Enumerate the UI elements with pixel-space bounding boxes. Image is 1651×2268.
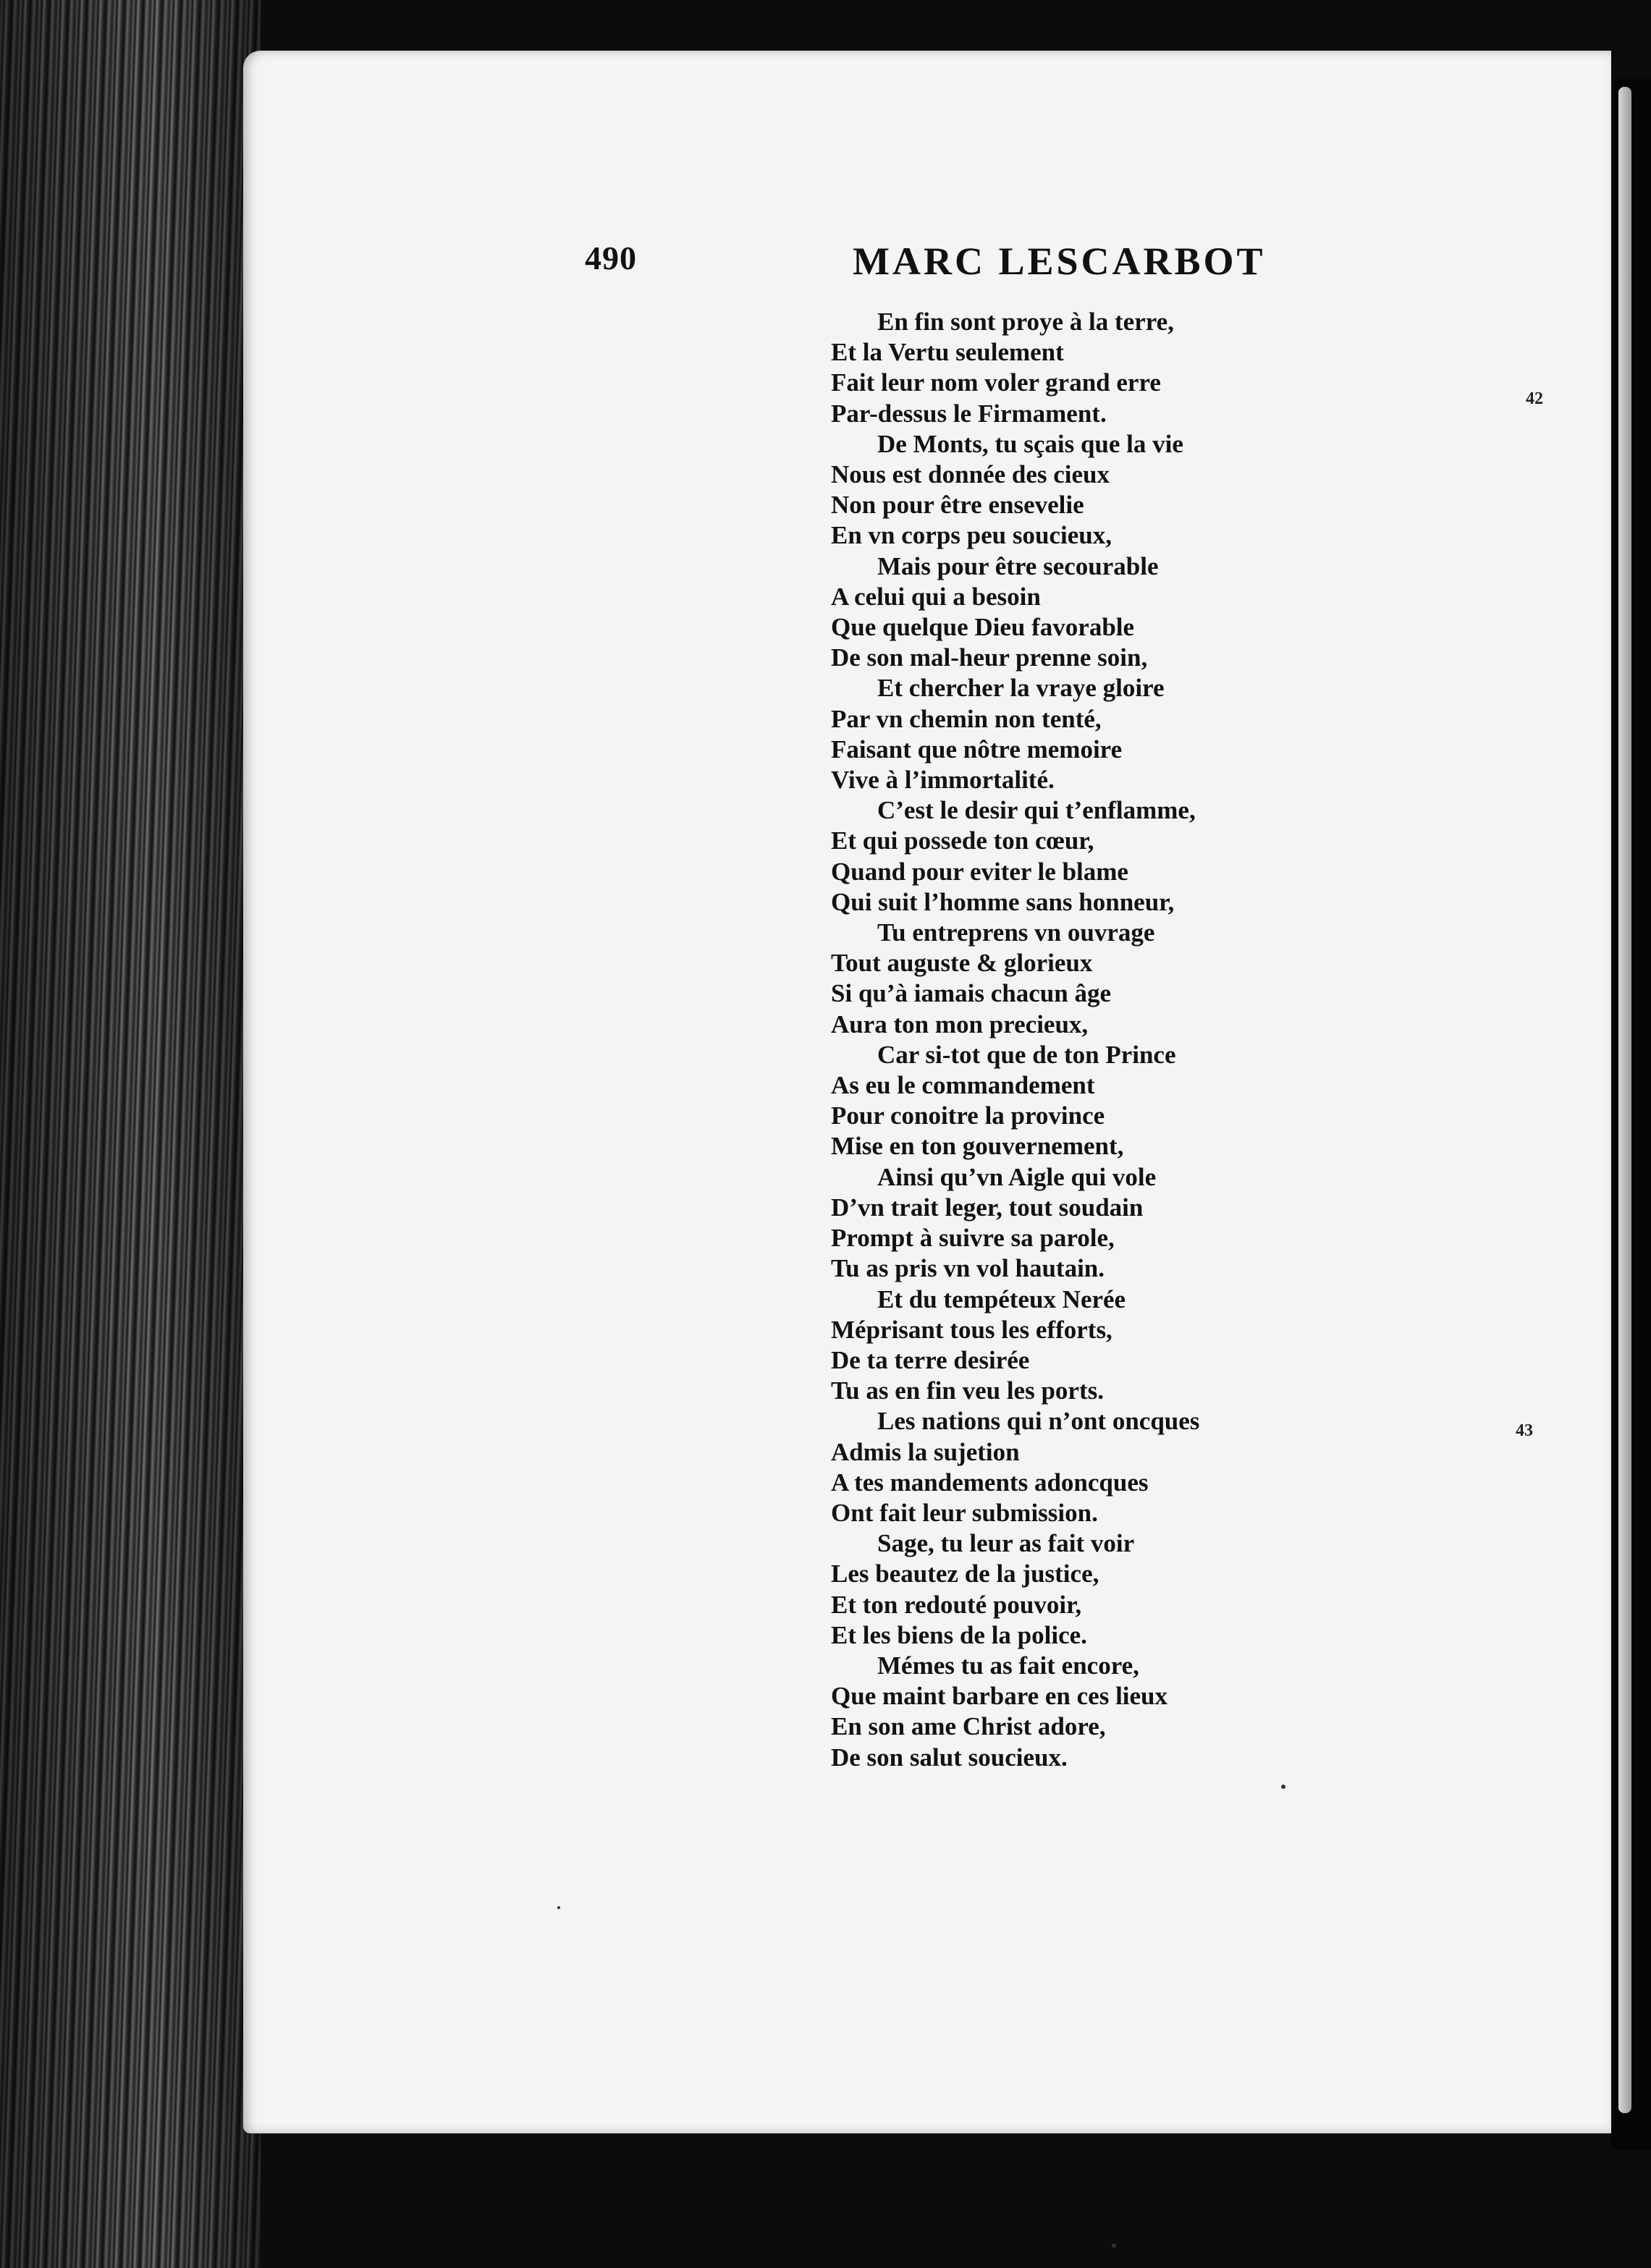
poem-line: Nous est donnée des cieux <box>831 460 1110 489</box>
poem-line: Fait leur nom voler grand erre <box>831 368 1161 397</box>
margin-line-number: 42 <box>1526 389 1543 408</box>
poem-line: Et la Vertu seulement <box>831 338 1064 367</box>
margin-line-number: 43 <box>1516 1421 1533 1440</box>
poem-line: Tu as pris vn vol hautain. <box>831 1254 1105 1283</box>
poem-line: Vive à l’immortalité. <box>831 766 1055 795</box>
poem-line: Méprisant tous les efforts, <box>831 1315 1112 1344</box>
poem-line: Si qu’à iamais chacun âge <box>831 979 1111 1008</box>
poem-line: D’vn trait leger, tout soudain <box>831 1193 1144 1222</box>
poem-line: Non pour être ensevelie <box>831 491 1084 520</box>
poem-line: Par vn chemin non tenté, <box>831 704 1102 733</box>
poem-line: Tu entreprens vn ouvrage <box>877 918 1155 947</box>
poem-line: Faisant que nôtre memoire <box>831 735 1123 763</box>
next-page-edge <box>1618 87 1631 2113</box>
poem-line: Et chercher la vraye gloire <box>877 674 1165 703</box>
poem-line: Par-dessus le Firmament. <box>831 399 1107 428</box>
poem-line: En vn corps peu soucieux, <box>831 521 1112 550</box>
poem-line: Tu as en fin veu les ports. <box>831 1376 1104 1405</box>
poem-line: De ta terre desirée <box>831 1345 1030 1374</box>
poem-line: De Monts, tu sçais que la vie <box>877 429 1183 458</box>
poem-line: Qui suit l’homme sans honneur, <box>831 887 1175 916</box>
scan-speck <box>557 1906 560 1909</box>
page-number: 490 <box>585 240 637 276</box>
scan-speck <box>1112 2243 1116 2248</box>
poem-line: C’est le desir qui t’enflamme, <box>877 796 1196 825</box>
running-head: MARC LESCARBOT <box>853 240 1266 283</box>
poem-line: Les beautez de la justice, <box>831 1560 1099 1588</box>
poem-line: De son mal-heur prenne soin, <box>831 643 1148 672</box>
poem-line: Quand pour eviter le blame <box>831 857 1128 886</box>
poem-line: Pour conoitre la province <box>831 1101 1105 1130</box>
poem-line: Mise en ton gouvernement, <box>831 1132 1124 1161</box>
poem-line: Ainsi qu’vn Aigle qui vole <box>877 1162 1157 1191</box>
poem-line: Que maint barbare en ces lieux <box>831 1682 1168 1711</box>
scan-speck <box>1281 1785 1285 1789</box>
poem-line: Sage, tu leur as fait voir <box>877 1529 1135 1558</box>
book-edge-shadow <box>0 0 261 2268</box>
poem-line: Et qui possede ton cœur, <box>831 826 1094 855</box>
poem-line: Les nations qui n’ont oncques <box>877 1407 1200 1436</box>
poem-line: Que quelque Dieu favorable <box>831 613 1135 642</box>
poem-line: Aura ton mon precieux, <box>831 1010 1089 1038</box>
poem-line: En son ame Christ adore, <box>831 1712 1106 1741</box>
poem-line: A tes mandements adoncques <box>831 1468 1149 1497</box>
poem-line: A celui qui a besoin <box>831 582 1041 611</box>
poem-line: Ont fait leur submission. <box>831 1498 1098 1527</box>
poem-line: Car si-tot que de ton Prince <box>877 1040 1176 1069</box>
poem-line: As eu le commandement <box>831 1071 1095 1100</box>
poem-line: Mémes tu as fait encore, <box>877 1651 1139 1680</box>
poem-line: De son salut soucieux. <box>831 1743 1068 1772</box>
poem-line: Et du tempéteux Nerée <box>877 1285 1126 1313</box>
poem-line: Et ton redouté pouvoir, <box>831 1590 1082 1619</box>
poem-line: Mais pour être secourable <box>877 551 1159 580</box>
poem-line: En fin sont proye à la terre, <box>877 308 1174 336</box>
poem-line: Admis la sujetion <box>831 1437 1020 1466</box>
poem-text <box>811 307 1332 1773</box>
poem-line: Tout auguste & glorieux <box>831 949 1093 978</box>
poem-line: Prompt à suivre sa parole, <box>831 1224 1115 1253</box>
poem-line: Et les biens de la police. <box>831 1620 1087 1649</box>
